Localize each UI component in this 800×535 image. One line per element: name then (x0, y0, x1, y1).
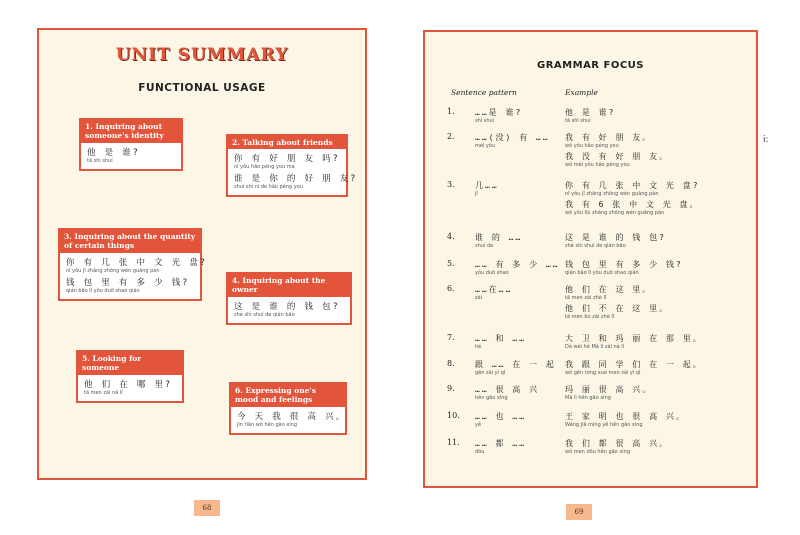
pattern-text: …… 都 …… (475, 439, 526, 448)
usage-box-4 (226, 272, 352, 325)
usage-box-heading: 2. Talking about friends (228, 136, 346, 149)
example-sentence: 这 是 谁 的 钱 包? (565, 233, 666, 242)
row-number: 8. (447, 359, 455, 368)
chinese-sentence: 今 天 我 很 高 兴。 (237, 411, 347, 422)
example-pinyin: wǒ méi yǒu hǎo péng you (565, 162, 630, 168)
example-pinyin: tā men zài zhè lǐ (565, 295, 607, 301)
pinyin-line: tā men zài nǎ lǐ (84, 389, 123, 396)
example-pinyin: qián bāo lǐ yǒu duō shao qián (565, 270, 639, 276)
usage-box-heading: 4. Inquiring about the owner (228, 274, 350, 297)
example-sentence: 大 卫 和 玛 丽 在 那 里。 (565, 334, 703, 343)
pattern-text: …… 和 …… (475, 334, 526, 343)
example-pinyin: Wáng Jiā míng yě hěn gāo xìng (565, 422, 643, 428)
pinyin-line: nǐ yǒu jǐ zhāng zhōng wén guāng pán (66, 267, 160, 274)
usage-box-3 (58, 228, 207, 301)
example-sentence: 玛 丽 很 高 兴。 (565, 385, 653, 394)
chinese-sentence: 他 们 在 哪 里? (84, 379, 173, 390)
sentence-pattern-heading: Sentence pattern (451, 88, 517, 97)
pattern-text: …… 有 多 少 …… (475, 260, 560, 269)
chinese-sentence: 钱 包 里 有 多 少 钱? (66, 277, 190, 288)
example-sentence: 你 有 几 张 中 文 光 盘? (565, 181, 700, 190)
example-pinyin: wǒ men dōu hěn gāo xìng (565, 449, 631, 455)
pattern-pinyin: méi yǒu (475, 143, 496, 149)
row-number: 3. (447, 180, 455, 189)
right-page (423, 30, 758, 488)
pattern-pinyin: shì shuí (475, 118, 495, 124)
example-heading: Example (565, 88, 598, 97)
example-sentence: 他 是 谁? (565, 108, 616, 117)
pattern-text: …… 也 …… (475, 412, 526, 421)
chinese-sentence: 谁 是 你 的 好 朋 友? (234, 174, 358, 185)
example-pinyin: tā shì shuí (565, 118, 591, 124)
example-pinyin: wǒ yǒu hǎo péng you (565, 143, 619, 149)
usage-box-6 (229, 382, 347, 435)
pattern-text: 谁 的 …… (475, 233, 523, 242)
example-sentence: 我 有 好 朋 友。 (565, 133, 653, 142)
pattern-pinyin: gēn zài yì qǐ (475, 370, 506, 376)
margin-mark: i: (763, 135, 769, 145)
row-number: 7. (447, 333, 455, 342)
example-pinyin: wǒ gēn tóng xué men zài yì qǐ (565, 370, 641, 376)
pattern-text: …… 很 高 兴 (475, 385, 540, 394)
usage-box-2 (226, 134, 358, 197)
chinese-sentence: 他 是 谁? (87, 147, 140, 158)
page-number-right: 69 (566, 504, 592, 520)
chinese-sentence: 你 有 好 朋 友 吗? (234, 154, 340, 165)
chinese-sentence: 你 有 几 张 中 文 光 盘? (66, 257, 207, 268)
example-sentence: 我 没 有 好 朋 友。 (565, 152, 670, 161)
chinese-sentence: 这 是 谁 的 钱 包? (234, 301, 340, 312)
example-sentence: 他 们 在 这 里。 (565, 285, 653, 294)
example-pinyin: Mǎ lì hěn gāo xìng (565, 395, 611, 401)
pinyin-line: jīn tiān wǒ hěn gāo xìng (237, 421, 298, 428)
example-pinyin: tā men bú zài zhè lǐ (565, 314, 615, 320)
row-number: 11. (447, 438, 460, 447)
example-pinyin: nǐ yǒu jǐ zhāng zhōng wén guāng pán (565, 191, 659, 197)
pinyin-line: qián bāo lǐ yǒu duō shao qián (66, 287, 140, 294)
pattern-pinyin: hěn gāo xìng (475, 395, 508, 401)
example-sentence: 王 家 明 也 很 高 兴。 (565, 412, 686, 421)
example-pinyin: wǒ yǒu liù zhāng zhōng wén guāng pán (565, 210, 665, 216)
usage-box-heading: 3. Inquiring about the quantity of certain things (60, 230, 200, 253)
left-page (37, 28, 367, 480)
pattern-pinyin: hé (475, 344, 482, 350)
usage-box-1 (79, 118, 183, 171)
example-sentence: 钱 包 里 有 多 少 钱? (565, 260, 683, 269)
row-number: 6. (447, 284, 455, 293)
pinyin-line: shuí shì nǐ de hǎo péng you (234, 184, 303, 191)
example-pinyin: Dà wèi hé Mǎ lì zài nà lǐ (565, 344, 625, 350)
row-number: 2. (447, 132, 455, 141)
pattern-text: 几…… (475, 181, 499, 190)
pattern-pinyin: yě (475, 422, 482, 428)
pattern-pinyin: shuí de (475, 243, 494, 249)
usage-box-heading: 5. Looking for someone (78, 352, 182, 375)
usage-box-heading: 1. Inquiring about someone's identity (81, 120, 181, 143)
functional-usage-heading: FUNCTIONAL USAGE (138, 82, 266, 94)
pattern-text: 跟 …… 在 一 起 (475, 360, 556, 369)
example-sentence: 我 们 都 很 高 兴。 (565, 439, 670, 448)
pattern-pinyin: yǒu duō shao (475, 270, 509, 276)
row-number: 10. (447, 411, 460, 420)
row-number: 4. (447, 232, 455, 241)
usage-box-heading: 6. Expressing one's mood and feelings (231, 384, 345, 407)
pattern-text: ……是 谁? (475, 108, 523, 117)
example-sentence: 我 有 6 张 中 文 光 盘。 (565, 200, 700, 209)
unit-summary-title: UNIT SUMMARY (115, 45, 289, 65)
pinyin-line: zhè shì shuí de qián bāo (234, 311, 295, 318)
usage-box-5 (76, 350, 184, 403)
example-pinyin: zhè shì shuí de qián bāo (565, 243, 626, 249)
pattern-pinyin: zài (475, 295, 483, 301)
example-sentence: 我 跟 同 学 们 在 一 起。 (565, 360, 703, 369)
example-sentence: 他 们 不 在 这 里。 (565, 304, 670, 313)
row-number: 1. (447, 107, 455, 116)
pinyin-line: tā shì shuí (87, 157, 113, 164)
row-number: 5. (447, 259, 455, 268)
page-number-left: 68 (194, 500, 220, 516)
pattern-text: ……(没) 有 …… (475, 133, 550, 142)
pattern-pinyin: jǐ (475, 191, 478, 197)
pinyin-line: nǐ yǒu hǎo péng you ma (234, 164, 295, 171)
pattern-text: ……在…… (475, 285, 513, 294)
pattern-pinyin: dōu (475, 449, 485, 455)
grammar-focus-title: GRAMMAR FOCUS (537, 60, 644, 71)
row-number: 9. (447, 384, 455, 393)
